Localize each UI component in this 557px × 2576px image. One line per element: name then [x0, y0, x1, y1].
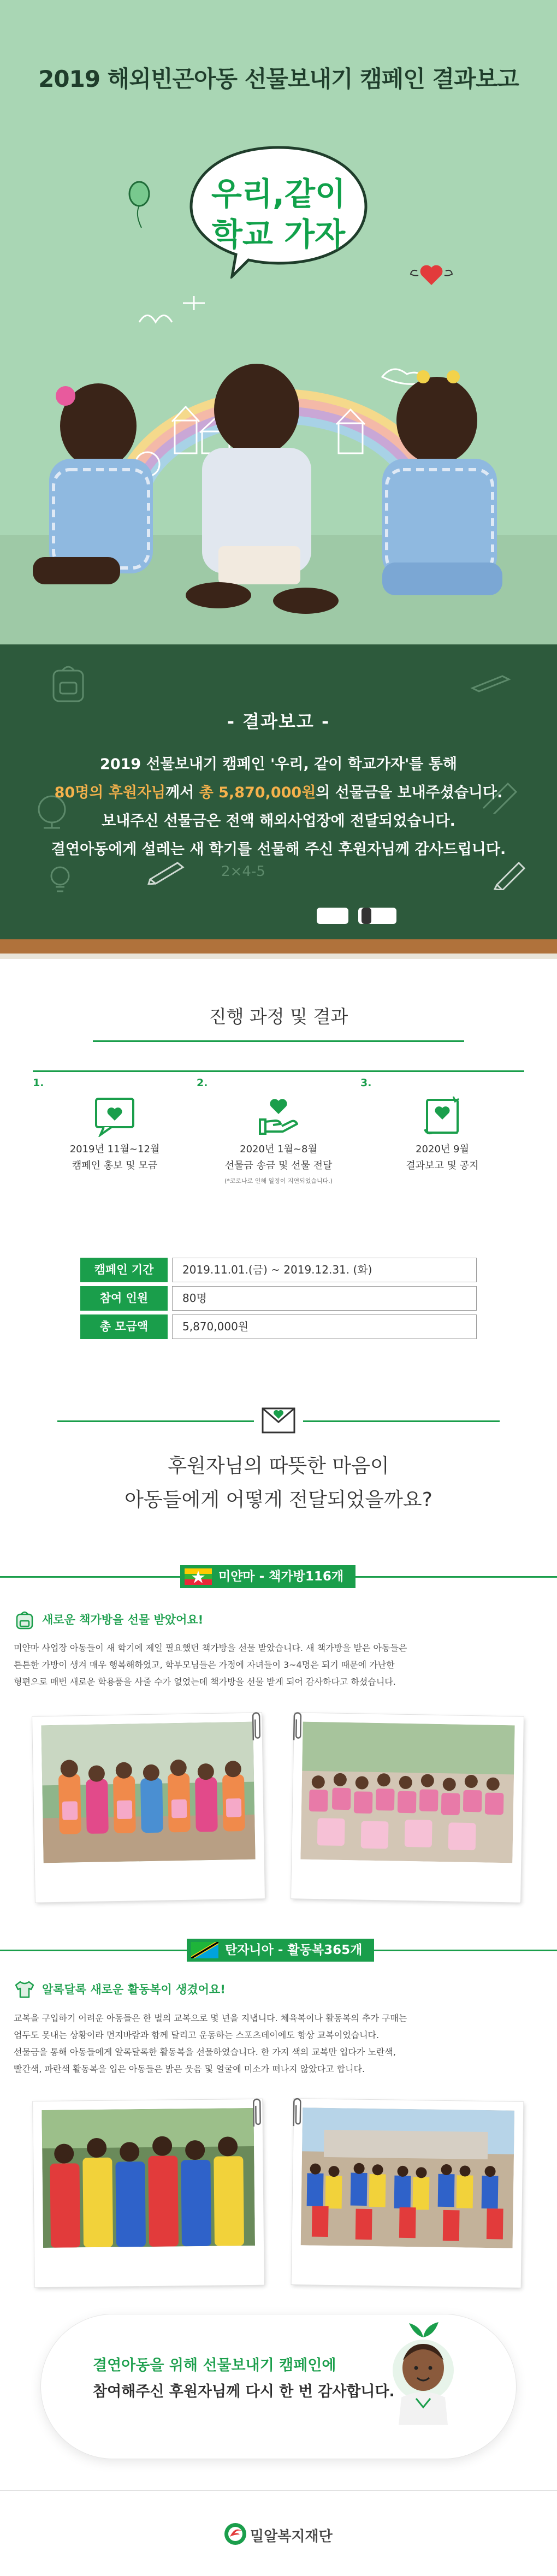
subhead-text: 새로운 책가방을 선물 받았어요! [42, 1613, 204, 1626]
progress-step-1 [33, 1070, 197, 1189]
report-amount: 총 5,870,000원 [199, 784, 316, 801]
chalkboard-frame [0, 939, 557, 954]
report-line-1: 2019 선물보내기 캠페인 '우리, 같이 학교가자'를 통해 [100, 756, 457, 773]
step-number: 1. [33, 1077, 44, 1089]
step-rule [360, 1070, 524, 1072]
sparkle-icon [180, 295, 208, 311]
bubble-line-1: 우리,같이 [211, 175, 346, 212]
hero-section [0, 0, 557, 644]
report-line-2-end: 의 선물금을 보내주셨습니다. [316, 784, 503, 801]
page-title: 2019 해외빈곤아동 선물보내기 캠페인 결과보고 [38, 66, 519, 92]
step-note: (*코로나로 인해 일정이 지연되었습니다.) [224, 1177, 333, 1185]
campaign-info-table [80, 1258, 477, 1343]
info-label: 캠페인 기간 [80, 1258, 168, 1282]
tanzania-flag-icon [191, 1942, 218, 1958]
info-label: 총 모금액 [80, 1314, 168, 1339]
info-label: 참여 인원 [80, 1286, 168, 1311]
child-sprout-illustration [371, 2316, 475, 2425]
tanzania-photo-1 [42, 2108, 255, 2248]
step-number: 3. [360, 1077, 372, 1089]
heart-document-icon [420, 1095, 464, 1137]
paper-clip-icon [289, 1709, 304, 1742]
tanzania-subhead [14, 1980, 226, 1999]
bubble-slogan [186, 174, 371, 254]
tanzania-body [14, 2010, 543, 2077]
chalkboard-ledge [0, 954, 557, 959]
story-title-line-1: 후원자님의 따뜻한 마음이 [168, 1455, 389, 1477]
report-line-2 [0, 779, 557, 807]
svg-text:2×4-5: 2×4-5 [221, 863, 265, 880]
paper-clip-icon [249, 2096, 264, 2129]
photo-card [32, 1713, 265, 1902]
bulb-doodle-icon [44, 863, 76, 896]
chalk-eraser-band [362, 908, 371, 924]
tshirt-icon [14, 1980, 35, 1999]
story-title [0, 1449, 557, 1517]
heart-chat-icon [93, 1095, 137, 1137]
foundation-name: 밀알복지재단 [250, 2528, 333, 2545]
progress-title-underline [93, 1040, 464, 1042]
tanzania-photo-2 [301, 2107, 514, 2248]
report-heading: - 결과보고 - [227, 711, 330, 732]
thank-you-message [93, 2353, 395, 2405]
hero-illustration [0, 295, 557, 644]
progress-title: 진행 과정 및 결과 [209, 1006, 348, 1027]
myanmar-flag-icon [185, 1568, 212, 1585]
chalk-piece [317, 908, 348, 924]
body-line: 튼튼한 가방이 생겨 매우 행복해하였고, 학부모님들은 가정에 자녀들이 3~4명은 되기 때문에 가난한 [14, 1660, 395, 1670]
heart-envelope-icon [261, 1407, 296, 1434]
info-row-participants [80, 1286, 477, 1311]
step-desc: 선물금 송금 및 선물 전달 [224, 1160, 333, 1171]
backpack-icon [14, 1610, 35, 1630]
progress-step-3 [360, 1070, 524, 1189]
info-value: 80명 [172, 1286, 477, 1311]
report-line-4: 결연아동에게 설레는 새 학기를 선물해 주신 후원자님께 감사드립니다. [51, 841, 506, 858]
step-rule [33, 1070, 197, 1072]
report-line-2-mid: 께서 [165, 784, 199, 801]
step-date: 2020년 1월~8월 [240, 1144, 317, 1155]
footer-divider [0, 2490, 557, 2491]
step-number: 2. [197, 1077, 208, 1089]
info-value: 2019.11.01.(금) ~ 2019.12.31. (화) [172, 1258, 477, 1282]
step-date: 2020년 9월 [416, 1144, 469, 1155]
body-line: 미얀마 사업장 아동들이 새 학기에 제일 필요했던 책가방을 선물 받았습니다. 새 책가방을 받은 아동들은 [14, 1643, 407, 1653]
report-body [0, 750, 557, 864]
country-header-tanzania [0, 1939, 557, 1962]
step-desc: 결과보고 및 공지 [406, 1160, 479, 1171]
info-row-total [80, 1314, 477, 1339]
photo-card [292, 2099, 524, 2288]
myanmar-body [14, 1639, 543, 1690]
heart-hand-icon [257, 1095, 300, 1137]
body-line: 교복을 구입하기 어려운 아동들은 한 벌의 교복으로 몇 년을 지냅니다. 체육복이나 활동복의 추가 구매는 [14, 2013, 407, 2023]
subhead-text: 알록달록 새로운 활동복이 생겼어요! [42, 1983, 226, 1996]
step-text [197, 1141, 360, 1174]
myanmar-photo-1 [41, 1722, 255, 1863]
country-header-myanmar [0, 1565, 557, 1588]
photo-card [291, 1713, 524, 1902]
step-rule [197, 1070, 360, 1072]
backpack-doodle-icon [49, 661, 87, 704]
paper-clip-icon [289, 2095, 304, 2128]
country-pill-label: 탄자니아 - 활동복365개 [225, 1943, 363, 1957]
crayon-doodle-icon [470, 672, 513, 694]
body-line: 빨간색, 파란색 활동복을 입은 아동들은 밝은 웃음 및 얼굴에 미소가 떠나지 않았다고 합니다. [14, 2064, 365, 2074]
divider-left [57, 1420, 254, 1422]
story-title-line-2: 아동들에게 어떻게 전달되었을까요? [125, 1489, 432, 1511]
country-pill-label: 미얀마 - 책가방116개 [218, 1570, 344, 1584]
bubble-line-2: 학교 가자 [211, 216, 346, 253]
body-line: 선물금을 통해 아동들에게 알록달록한 활동복을 선물하였습니다. 한 가지 색의 교복만 입다가 노란색, [14, 2047, 396, 2057]
myanmar-photo-2 [300, 1722, 514, 1863]
bird-icon [137, 306, 175, 333]
divider-right [303, 1420, 500, 1422]
body-line: 엄두도 못내는 상황이라 먼지바람과 함께 달리고 운동하는 스포츠데이에도 항상 교복이었습니다. [14, 2030, 380, 2040]
step-text [360, 1141, 524, 1174]
thank-you-line-2: 참여해주신 후원자님께 다시 한 번 감사합니다. [93, 2383, 395, 2400]
report-line-3: 보내주신 선물금은 전액 해외사업장에 전달되었습니다. [102, 813, 455, 830]
info-row-period [80, 1258, 477, 1282]
progress-step-2 [197, 1070, 360, 1189]
step-text [33, 1141, 197, 1174]
country-pill [180, 1565, 355, 1588]
thank-you-line-1: 결연아동을 위해 선물보내기 캠페인에 [93, 2357, 336, 2374]
report-donor-count: 80명의 후원자님 [54, 784, 166, 801]
body-line: 형편으로 매번 새로운 학용품을 사줄 수가 없었는데 책가방을 선물 받게 되어 감사하다고 하셨습니다. [14, 1677, 396, 1687]
balloon-icon [126, 180, 153, 229]
paper-clip-icon [248, 1709, 263, 1742]
country-pill [187, 1939, 374, 1962]
winged-heart-icon [410, 257, 453, 289]
photo-card [33, 2099, 264, 2287]
step-date: 2019년 11월~12월 [69, 1144, 160, 1155]
step-desc: 캠페인 홍보 및 모금 [72, 1160, 158, 1171]
info-value: 5,870,000원 [172, 1314, 477, 1339]
myanmar-subhead [14, 1610, 203, 1630]
